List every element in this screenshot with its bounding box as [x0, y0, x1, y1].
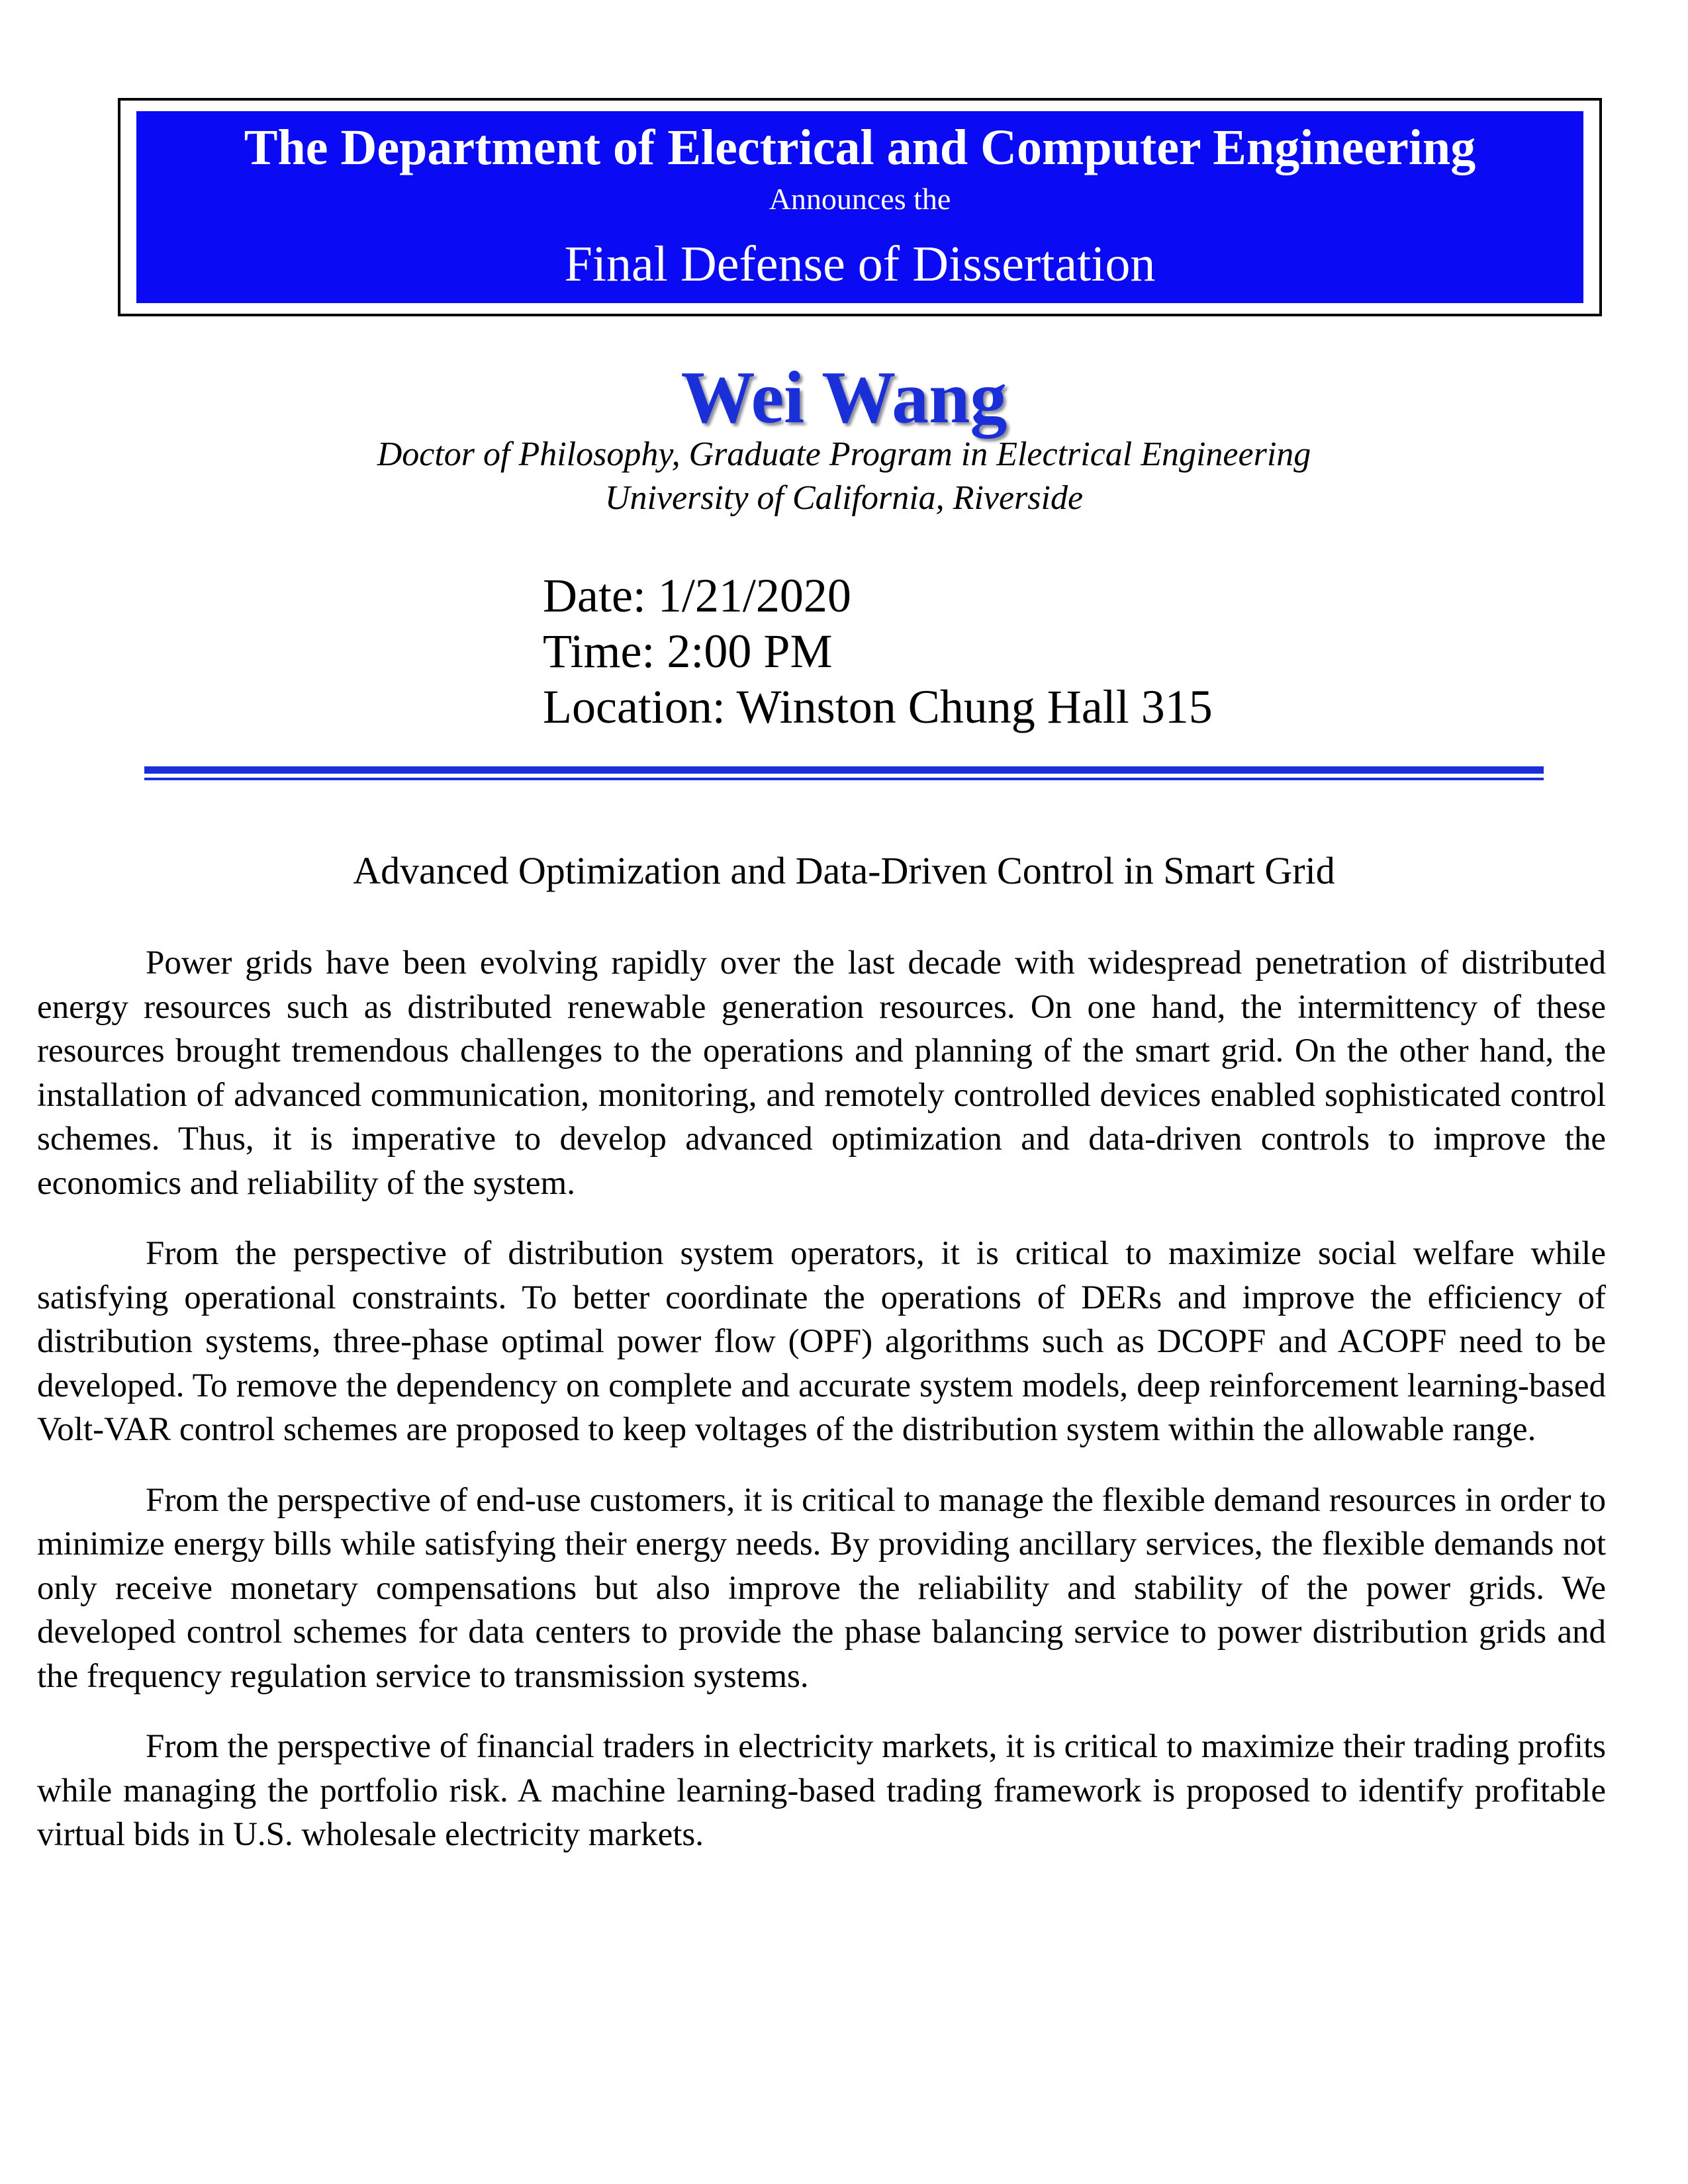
candidate-university: University of California, Riverside: [604, 479, 1084, 517]
header-banner-frame: [118, 98, 1602, 316]
event-location: Location: Winston Chung Hall 315: [543, 680, 1213, 733]
abstract-paragraph: Power grids have been evolving rapidly over the last decade with widespread penetration of distributed energy resources such as distributed renewable generation resources. On one hand, the intermittency of these resources brought tremendous challenges to the operations and planning of the smart grid. On the other hand, the installation of advanced communication, monitoring, and remotely controlled devices enabled sophisticated control schemes. Thus, it is imperative to develop advanced optimization and data-driven controls to improve the economics and reliability of the system.: [37, 944, 1606, 1202]
divider-thin: [144, 778, 1544, 780]
event-time: Time: 2:00 PM: [543, 625, 833, 678]
abstract-paragraph: From the perspective of distribution system operators, it is critical to maximize social welfare while satisfying operational constraints. To better coordinate the operations of DERs and improve the efficiency of distribution systems, three-phase optimal power flow (OPF) algorithms such as DCOPF and ACOPF need to be developed. To remove the dependency on complete and accurate system models, deep reinforcement learning-based Volt-VAR control schemes are proposed to keep voltages of the distribution system within the allowable range.: [37, 1235, 1606, 1448]
event-date: Date: 1/21/2020: [543, 569, 851, 622]
divider-thick: [144, 766, 1544, 774]
candidate-name: Wei Wang: [680, 357, 1008, 439]
dissertation-title: Advanced Optimization and Data-Driven Control in Smart Grid: [353, 849, 1335, 892]
abstract-body: [37, 941, 1606, 1884]
event-details: [543, 568, 1213, 735]
candidate-degree: Doctor of Philosophy, Graduate Program in Electrical Engineering: [377, 435, 1311, 473]
abstract-paragraph: From the perspective of financial traders in electricity markets, it is critical to maximize their trading profits while managing the portfolio risk. A machine learning-based trading framework is proposed to identify profitable virtual bids in U.S. wholesale electricity markets.: [37, 1728, 1606, 1853]
header-banner: [136, 111, 1583, 303]
announces-text: Announces the: [769, 182, 951, 216]
abstract-paragraph: From the perspective of end-use customers, it is critical to manage the flexible demand resources in order to minimize energy bills while satisfying their energy needs. By providing ancillary services, the flexible demands not only receive monetary compensations but also improve the reliability and stability of the power grids. We developed control schemes for data centers to provide the phase balancing service to power distribution grids and the frequency regulation service to transmission systems.: [37, 1481, 1606, 1695]
department-title: The Department of Electrical and Computer Engineering: [244, 120, 1476, 175]
event-title: Final Defense of Dissertation: [564, 236, 1156, 292]
